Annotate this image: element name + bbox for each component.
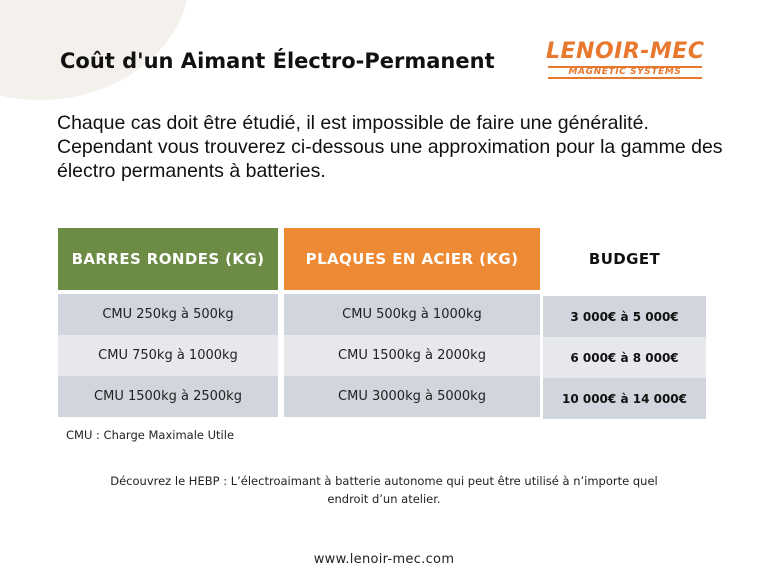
table-cell-barres: CMU 250kg à 500kg	[58, 294, 278, 335]
header-plaques-acier: PLAQUES EN ACIER (KG)	[284, 228, 540, 290]
promo-text	[0, 472, 768, 508]
header-budget: BUDGET	[543, 228, 706, 290]
table-cell-plaques: CMU 500kg à 1000kg	[284, 294, 540, 335]
table-cell-plaques: CMU 3000kg à 5000kg	[284, 376, 540, 417]
table-cell-budget: 6 000€ à 8 000€	[543, 337, 706, 378]
cmu-footnote: CMU : Charge Maximale Utile	[66, 428, 235, 442]
table-cell-budget: 3 000€ à 5 000€	[543, 296, 706, 337]
logo-wordmark: LENOIR-MEC	[546, 39, 705, 64]
page-title: Coût d'un Aimant Électro-Permanent	[60, 49, 495, 73]
company-logo	[546, 40, 704, 82]
table-cell-barres: CMU 750kg à 1000kg	[58, 335, 278, 376]
website-link[interactable]: www.lenoir-mec.com	[313, 552, 455, 567]
logo-tagline: MAGNETIC SYSTEMS	[568, 67, 682, 77]
promo-line: Découvrez le HEBP : L’électroaimant à batterie autonome qui peut être utilisé à n’importe quel	[110, 474, 658, 488]
intro-paragraph: Chaque cas doit être étudié, il est impossible de faire une généralité. Cependant vous trouverez ci-dessous une approximation pour la gamme des électro permanents à batteries.	[57, 112, 723, 182]
promo-line: endroit d’un atelier.	[327, 492, 441, 506]
header-barres-rondes: BARRES RONDES (KG)	[58, 228, 278, 290]
table-cell-barres: CMU 1500kg à 2500kg	[58, 376, 278, 417]
table-cell-plaques: CMU 1500kg à 2000kg	[284, 335, 540, 376]
table-cell-budget: 10 000€ à 14 000€	[543, 378, 706, 419]
